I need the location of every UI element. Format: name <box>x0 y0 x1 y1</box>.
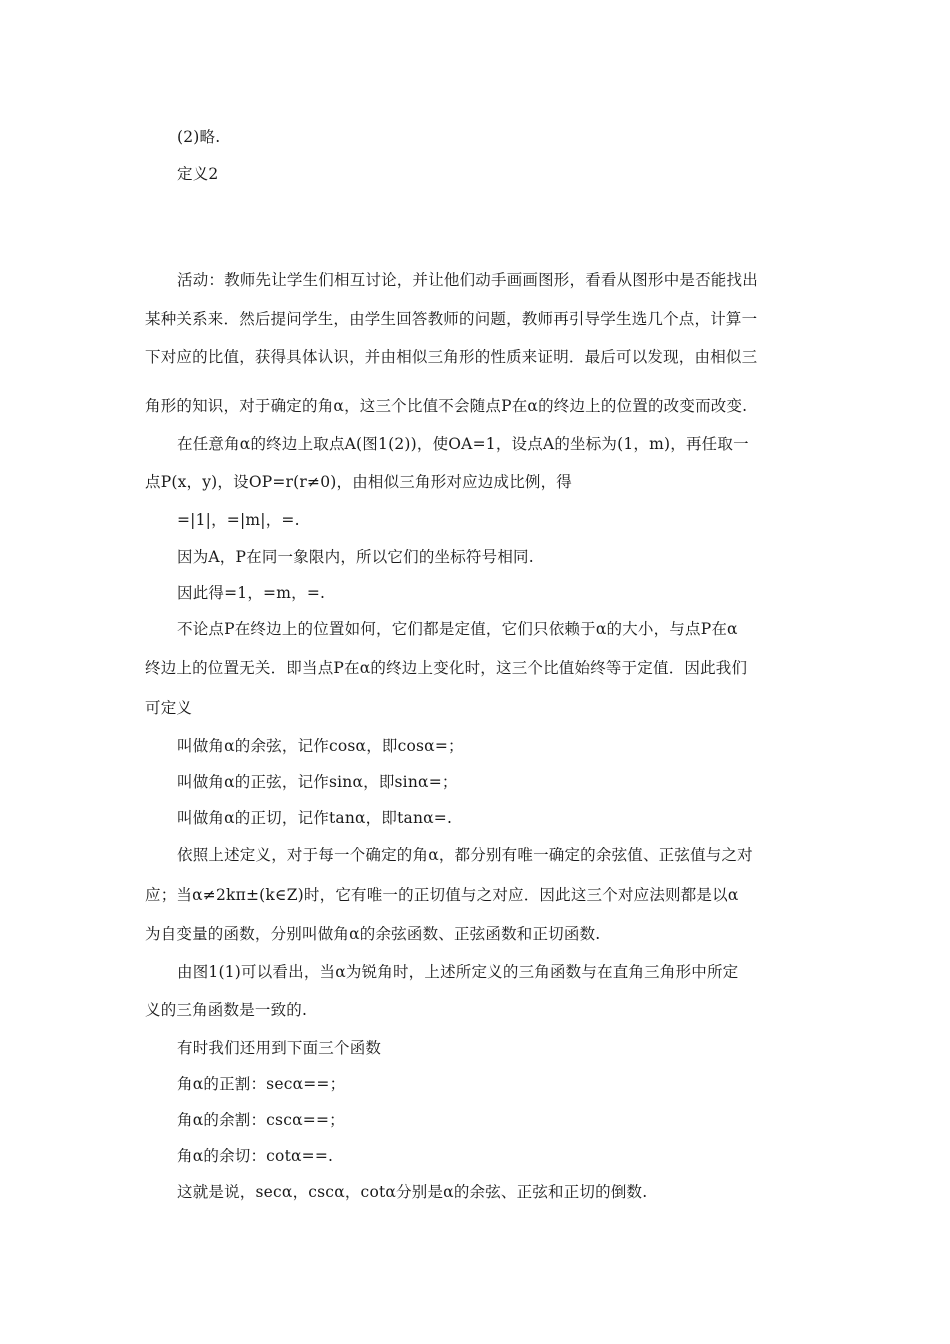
paragraph-line: (2)略. <box>177 128 221 146</box>
definition-line: 叫做角α的余弦，记作cosα，即cosα=； <box>177 737 464 755</box>
paragraph-line: 可定义 <box>145 699 193 717</box>
definition-line: 角α的正割：secα==； <box>177 1075 346 1093</box>
formula-line: =|1|，=|m|，=. <box>177 511 300 529</box>
paragraph-line: 某种关系来．然后提问学生，由学生回答教师的问题，教师再引导学生选几个点，计算一 <box>145 310 758 328</box>
paragraph-line: 为自变量的函数，分别叫做角α的余弦函数、正弦函数和正切函数. <box>145 925 601 943</box>
paragraph-line: 活动：教师先让学生们相互讨论，并让他们动手画画图形，看看从图形中是否能找出 <box>177 271 758 289</box>
paragraph-line: 角形的知识，对于确定的角α，这三个比值不会随点P在α的终边上的位置的改变而改变. <box>145 397 748 415</box>
paragraph-line: 由图1(1)可以看出，当α为锐角时，上述所定义的三角函数与在直角三角形中所定 <box>177 963 739 981</box>
definition-line: 角α的余切：cotα==. <box>177 1147 334 1165</box>
paragraph-line: 这就是说，secα，cscα，cotα分别是α的余弦、正弦和正切的倒数. <box>177 1183 648 1201</box>
section-heading: 定义2 <box>177 165 219 183</box>
paragraph-line: 依照上述定义，对于每一个确定的角α，都分别有唯一确定的余弦值、正弦值与之对 <box>177 846 753 864</box>
formula-line: 因此得=1，=m，=. <box>177 584 326 602</box>
paragraph-line: 在任意角α的终边上取点A(图1(2))，使OA=1，设点A的坐标为(1，m)，再任取一 <box>177 435 749 453</box>
paragraph-line: 因为A，P在同一象限内，所以它们的坐标符号相同. <box>177 548 534 566</box>
definition-line: 叫做角α的正弦，记作sinα，即sinα=； <box>177 773 458 791</box>
paragraph-line: 义的三角函数是一致的. <box>145 1001 308 1019</box>
paragraph-line: 应；当α≠2kπ±(k∈Z)时，它有唯一的正切值与之对应．因此这三个对应法则都是以α <box>145 886 739 904</box>
paragraph-line: 终边上的位置无关．即当点P在α的终边上变化时，这三个比值始终等于定值．因此我们 <box>145 659 748 677</box>
definition-line: 角α的余割：cscα==； <box>177 1111 345 1129</box>
paragraph-line: 点P(x，y)，设OP=r(r≠0)，由相似三角形对应边成比例，得 <box>145 473 573 491</box>
paragraph-line: 不论点P在终边上的位置如何，它们都是定值，它们只依赖于α的大小，与点P在α <box>177 620 738 638</box>
paragraph-line: 有时我们还用到下面三个函数 <box>177 1039 382 1057</box>
definition-line: 叫做角α的正切，记作tanα，即tanα=. <box>177 809 453 827</box>
paragraph-line: 下对应的比值，获得具体认识，并由相似三角形的性质来证明．最后可以发现，由相似三 <box>145 348 758 366</box>
